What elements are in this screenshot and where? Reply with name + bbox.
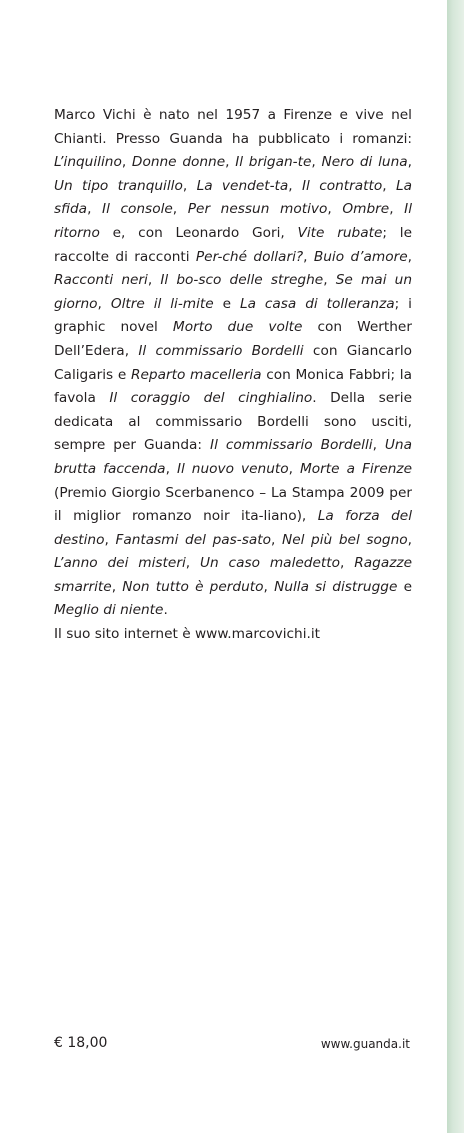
book-title: Il coraggio del cinghialino bbox=[109, 390, 313, 407]
book-title: Un tipo tranquillo bbox=[54, 177, 183, 194]
book-title: La forza del destino bbox=[54, 508, 413, 548]
book-title: Buio d’amore bbox=[313, 248, 408, 265]
book-title: Donne donne bbox=[131, 154, 226, 171]
bio-text: , bbox=[303, 248, 314, 265]
bio-text: , bbox=[97, 295, 111, 312]
bio-text: , bbox=[182, 177, 197, 194]
book-title: Il bo-sco delle streghe bbox=[160, 272, 324, 289]
book-title: Il commissario Bordelli bbox=[138, 342, 304, 359]
bio-text: e bbox=[397, 578, 413, 595]
book-title: Racconti neri bbox=[54, 272, 148, 289]
book-title: Nel più bel sogno bbox=[281, 531, 408, 548]
book-title: L’inquilino bbox=[54, 154, 122, 171]
price-label: € 18,00 bbox=[54, 1035, 108, 1051]
book-title: Morto due volte bbox=[172, 319, 303, 336]
bio-text: e, con Leonardo Gori, bbox=[99, 224, 298, 241]
bio-text: , bbox=[372, 437, 385, 454]
book-title: Fantasmi del pas-sato bbox=[115, 531, 271, 548]
book-title: Il nuovo venuto bbox=[176, 460, 289, 477]
book-title: Oltre il li-mite bbox=[110, 295, 214, 312]
bio-text: ; i graphic novel bbox=[54, 295, 412, 336]
bio-text: , bbox=[327, 201, 343, 218]
bio-text: . Della serie dedicata al commissario Bordelli sono usciti, sempre per Guanda: bbox=[54, 390, 412, 454]
book-title: La casa di tolleranza bbox=[239, 295, 395, 312]
bio-text: , bbox=[323, 272, 336, 289]
publisher-website: www.guanda.it bbox=[320, 1037, 410, 1051]
bio-text: , bbox=[340, 555, 355, 572]
bio-text: Marco Vichi è nato nel 1957 a Firenze e vive nel Chianti. Presso Guanda ha pubblicato i romanzi: bbox=[54, 107, 412, 147]
book-title: Reparto macelleria bbox=[130, 366, 262, 383]
book-title: Meglio di niente bbox=[54, 602, 164, 619]
book-title: Una brutta faccenda bbox=[54, 437, 412, 477]
book-title: Il ritorno bbox=[54, 201, 412, 241]
book-title: Nero di luna bbox=[321, 154, 408, 171]
bio-text: , bbox=[165, 460, 177, 477]
book-title: La sfida bbox=[54, 177, 413, 218]
book-title: L’anno dei misteri bbox=[54, 555, 186, 572]
bio-text: , bbox=[407, 531, 412, 548]
bio-text: con Werther Dell’Edera, bbox=[54, 319, 412, 359]
bio-text: , bbox=[389, 201, 405, 218]
bio-text: , bbox=[311, 154, 322, 171]
book-title: Vite rubate bbox=[297, 224, 383, 241]
bio-text: , bbox=[270, 531, 282, 548]
bio-text: con Monica Fabbri; la favola bbox=[54, 366, 412, 407]
bio-text: con Giancarlo Caligaris e bbox=[54, 342, 412, 383]
book-title: Il contratto bbox=[302, 177, 383, 194]
book-title: Per nessun motivo bbox=[187, 201, 328, 218]
book-title: Il console bbox=[102, 201, 173, 218]
bio-text: e bbox=[213, 295, 240, 312]
book-title: La vendet-ta bbox=[196, 177, 289, 194]
bio-text: , bbox=[87, 201, 103, 218]
bio-text: , bbox=[225, 154, 236, 171]
bio-text: , bbox=[185, 555, 200, 572]
book-title: Il brigan-te bbox=[235, 154, 312, 171]
bio-text: , bbox=[111, 578, 123, 595]
book-title: Nulla si distrugge bbox=[274, 578, 398, 595]
book-title: Un caso maledetto bbox=[200, 555, 341, 572]
bio-text: , bbox=[147, 272, 161, 289]
author-website-line: Il suo sito internet è www.marcovichi.it bbox=[54, 626, 321, 643]
author-biography bbox=[54, 104, 412, 647]
bio-text: , bbox=[382, 177, 396, 194]
book-title: Morte a Firenze bbox=[300, 460, 413, 477]
bio-text: , bbox=[121, 154, 132, 171]
book-title: Ragazze smarrite bbox=[54, 555, 413, 595]
book-title: Non tutto è perduto bbox=[122, 578, 264, 595]
book-title: Se mai un giorno bbox=[54, 272, 413, 312]
book-title: Per-ché dollari? bbox=[195, 248, 304, 265]
bio-text: , bbox=[172, 201, 188, 218]
bio-text: . bbox=[163, 602, 168, 619]
bio-text: , bbox=[288, 177, 303, 194]
bio-text: , bbox=[407, 154, 412, 171]
bio-text: , bbox=[407, 248, 413, 265]
book-title: Il commissario Bordelli bbox=[210, 437, 373, 454]
bio-text: (Premio Giorgio Scerbanenco – La Stampa 2009 per il miglior romanzo noir ita-liano), bbox=[54, 484, 412, 525]
bio-text: , bbox=[263, 578, 275, 595]
bio-text: , bbox=[288, 460, 300, 477]
bio-text: , bbox=[104, 531, 116, 548]
green-edge-strip bbox=[447, 0, 464, 1133]
book-title: Ombre bbox=[342, 201, 390, 218]
bio-text: ; le raccolte di racconti bbox=[54, 224, 412, 265]
